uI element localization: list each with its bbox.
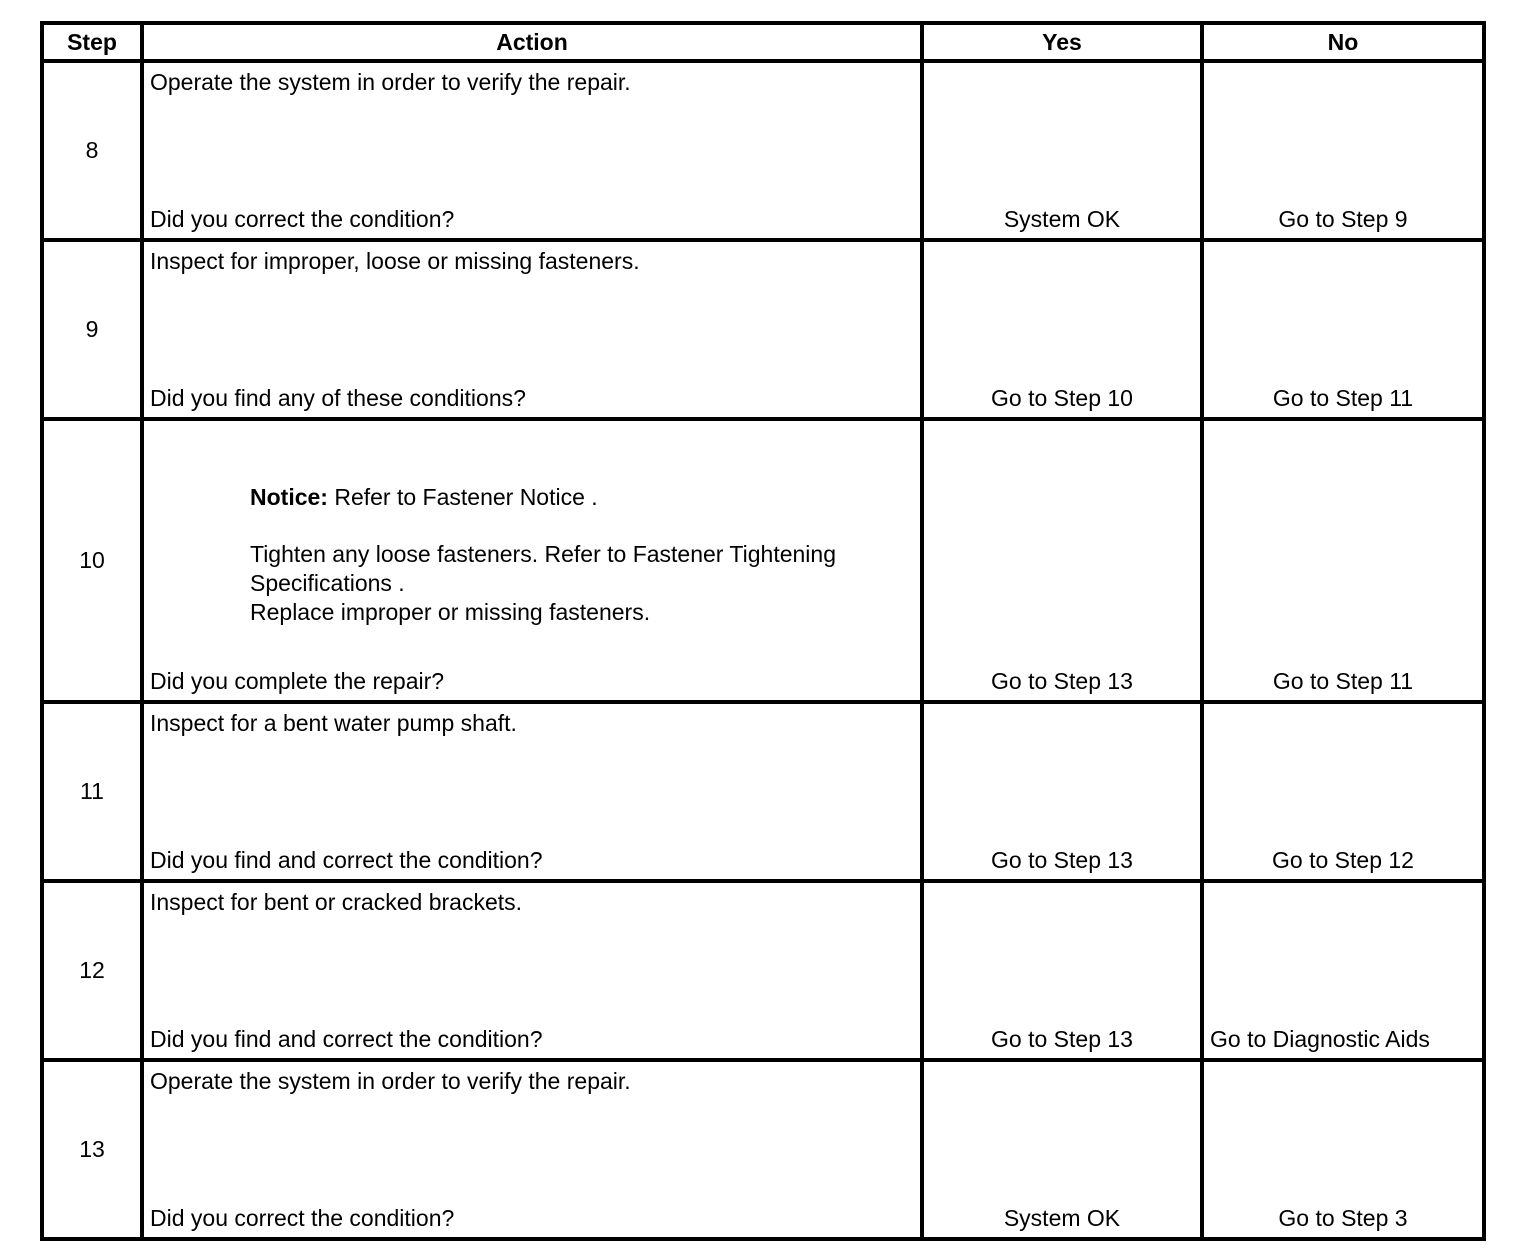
no-result: Go to Step 11 [1202,240,1484,419]
yes-result: Go to Step 10 [922,240,1202,419]
instruction-tighten: Tighten any loose fasteners. Refer to Fastener Tightening Specifications . [250,541,836,596]
step-number: 11 [42,702,142,881]
step-number: 10 [42,419,142,702]
no-result: Go to Step 3 [1202,1060,1484,1239]
yes-result: Go to Step 13 [922,702,1202,881]
no-result: Go to Diagnostic Aids [1202,881,1484,1060]
step-number: 12 [42,881,142,1060]
yes-result: Go to Step 13 [922,881,1202,1060]
step-number: 13 [42,1060,142,1239]
action-cell [142,881,922,1060]
yes-result: System OK [922,61,1202,240]
table-row-step-13 [42,1060,1484,1239]
table-row-step-9 [42,240,1484,419]
notice-label: Notice: [250,484,328,510]
action-text: Inspect for improper, loose or missing fasteners. [150,248,640,274]
action-text: Operate the system in order to verify the repair. [150,69,631,95]
header-no: No [1202,23,1484,61]
notice-line [250,483,908,512]
table-row-step-10 [42,419,1484,702]
diagnostic-table [40,21,1482,1229]
notice-block [250,483,908,627]
header-row [42,23,1484,61]
header-yes: Yes [922,23,1202,61]
yes-result: System OK [922,1060,1202,1239]
no-result: Go to Step 11 [1202,419,1484,702]
question-text: Did you find and correct the condition? [150,847,543,873]
table-row-step-8 [42,61,1484,240]
question-text: Did you correct the condition? [150,1205,455,1231]
question-text: Did you find any of these conditions? [150,385,526,411]
action-cell [142,419,922,702]
action-text: Inspect for a bent water pump shaft. [150,710,517,736]
table-row-step-11 [42,702,1484,881]
instruction-replace: Replace improper or missing fasteners. [250,599,651,625]
action-text: Operate the system in order to verify the repair. [150,1068,631,1094]
notice-text: Refer to Fastener Notice . [327,484,598,510]
table-row-step-12 [42,881,1484,1060]
action-text: Inspect for bent or cracked brackets. [150,889,523,915]
no-result: Go to Step 9 [1202,61,1484,240]
step-number: 8 [42,61,142,240]
action-cell [142,61,922,240]
header-step: Step [42,23,142,61]
action-cell [142,240,922,419]
no-result: Go to Step 12 [1202,702,1484,881]
step-number: 9 [42,240,142,419]
yes-result: Go to Step 13 [922,419,1202,702]
action-cell [142,1060,922,1239]
header-action: Action [142,23,922,61]
question-text: Did you find and correct the condition? [150,1026,543,1052]
question-text: Did you correct the condition? [150,206,455,232]
action-cell [142,702,922,881]
question-text: Did you complete the repair? [150,668,445,694]
